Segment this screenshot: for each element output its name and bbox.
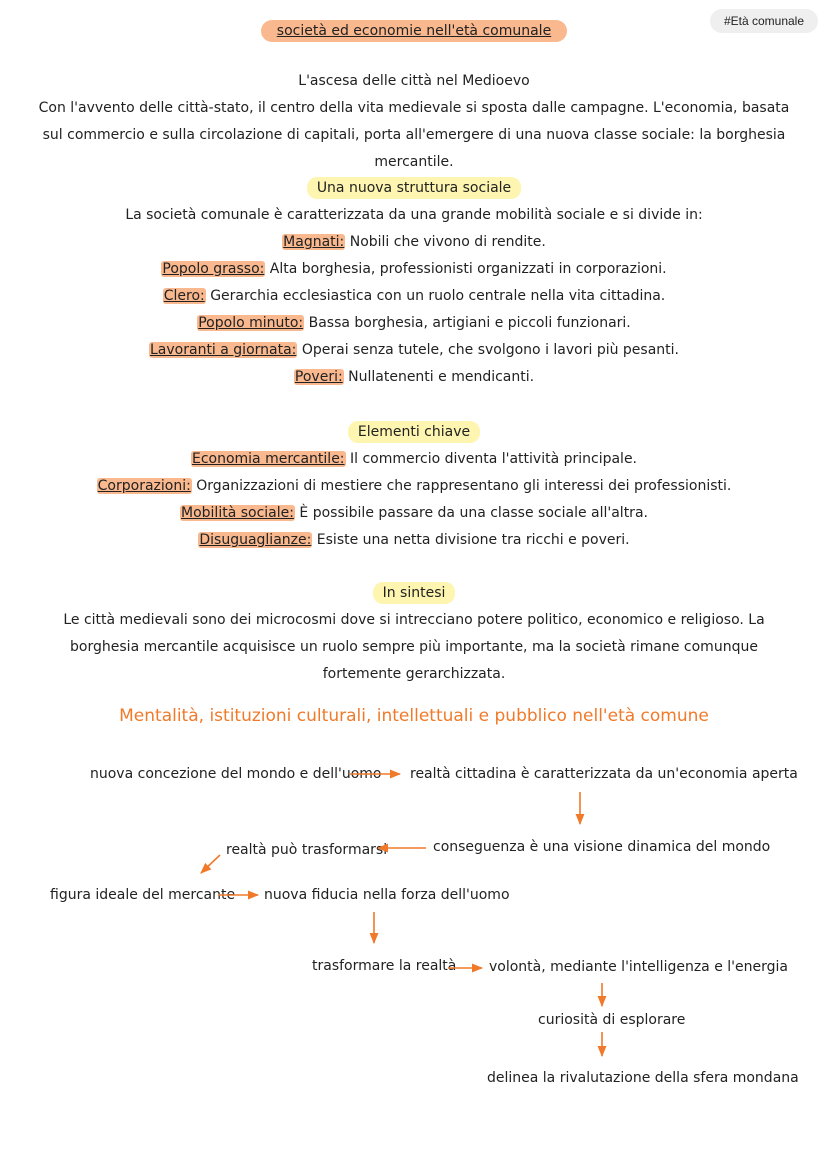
structure-desc: Operai senza tutele, che svolgono i lavori più pesanti. — [297, 342, 679, 358]
node-trasformarsi: realtà può trasformarsi — [226, 842, 388, 858]
node-concezione: nuova concezione del mondo e dell'uomo — [90, 766, 382, 782]
tag-badge: #Età comunale — [710, 9, 818, 33]
elements-term: Mobilità sociale: — [181, 505, 294, 521]
structure-desc: Nullatenenti e mendicanti. — [343, 369, 535, 385]
structure-heading: Una nuova struttura sociale — [307, 177, 521, 199]
elements-heading: Elementi chiave — [348, 421, 480, 443]
elements-desc: È possibile passare da una classe sociale all'altra. — [294, 505, 648, 521]
node-delinea: delinea la rivalutazione della sfera mondana — [487, 1070, 799, 1086]
elements-term: Disuguaglianze: — [199, 532, 312, 548]
node-fiducia: nuova fiducia nella forza dell'uomo — [264, 887, 510, 903]
structure-section — [0, 175, 828, 391]
structure-item — [0, 310, 828, 337]
page-title: società ed economie nell'età comunale — [261, 20, 567, 42]
intro-text: Con l'avvento delle città-stato, il centro della vita medievale si sposta dalle campagne. L'economia, basata sul commercio e sulla circolazione di capitali, porta all'emergere di una nuova classe sociale: la borghesia mercantile. — [38, 100, 790, 170]
structure-item — [0, 229, 828, 256]
elements-desc: Esiste una netta divisione tra ricchi e poveri. — [312, 532, 630, 548]
node-realta-cittadina: realtà cittadina è caratterizzata da un'economia aperta — [410, 766, 798, 782]
elements-item — [0, 446, 828, 473]
structure-item — [0, 283, 828, 310]
structure-lead: La società comunale è caratterizzata da una grande mobilità sociale e si divide in: — [125, 207, 703, 223]
intro-heading: L'ascesa delle città nel Medioevo — [298, 73, 530, 89]
structure-term: Popolo grasso: — [162, 261, 265, 277]
structure-term: Poveri: — [294, 369, 343, 385]
elements-item — [0, 473, 828, 500]
elements-item — [0, 500, 828, 527]
elements-item — [0, 527, 828, 554]
structure-desc: Nobili che vivono di rendite. — [345, 234, 546, 250]
node-trasformare: trasformare la realtà — [312, 958, 457, 974]
elements-term: Economia mercantile: — [191, 451, 345, 467]
node-volonta: volontà, mediante l'intelligenza e l'energia — [489, 959, 788, 975]
structure-item — [0, 256, 828, 283]
summary-heading: In sintesi — [373, 582, 456, 604]
elements-desc: Il commercio diventa l'attività principale. — [345, 451, 638, 467]
summary-text: Le città medievali sono dei microcosmi dove si intrecciano potere politico, economico e religioso. La borghesia mercantile acquisisce un ruolo sempre più importante, ma la società rimane comunque fortemente gerarchizzata. — [63, 612, 765, 682]
structure-term: Popolo minuto: — [198, 315, 304, 331]
structure-item — [0, 364, 828, 391]
title-wrap — [0, 20, 828, 42]
structure-term: Magnati: — [283, 234, 345, 250]
node-mercante: figura ideale del mercante — [50, 887, 236, 903]
node-conseguenza: conseguenza è una visione dinamica del mondo — [433, 839, 771, 855]
elements-section — [0, 419, 828, 554]
structure-desc: Bassa borghesia, artigiani e piccoli funzionari. — [304, 315, 631, 331]
structure-item — [0, 337, 828, 364]
structure-desc: Alta borghesia, professionisti organizzati in corporazioni. — [265, 261, 667, 277]
structure-term: Lavoranti a giornata: — [150, 342, 297, 358]
mentality-heading: Mentalità, istituzioni culturali, intellettuali e pubblico nell'età comune — [119, 706, 709, 726]
arrow-trasformarsi-to-mercante — [201, 855, 220, 873]
intro-section — [0, 68, 828, 176]
elements-desc: Organizzazioni di mestiere che rappresentano gli interessi dei professionisti. — [191, 478, 732, 494]
node-curiosita: curiosità di esplorare — [538, 1012, 686, 1028]
elements-term: Corporazioni: — [97, 478, 191, 494]
structure-term: Clero: — [163, 288, 205, 304]
summary-section — [0, 580, 828, 688]
structure-desc: Gerarchia ecclesiastica con un ruolo centrale nella vita cittadina. — [205, 288, 666, 304]
